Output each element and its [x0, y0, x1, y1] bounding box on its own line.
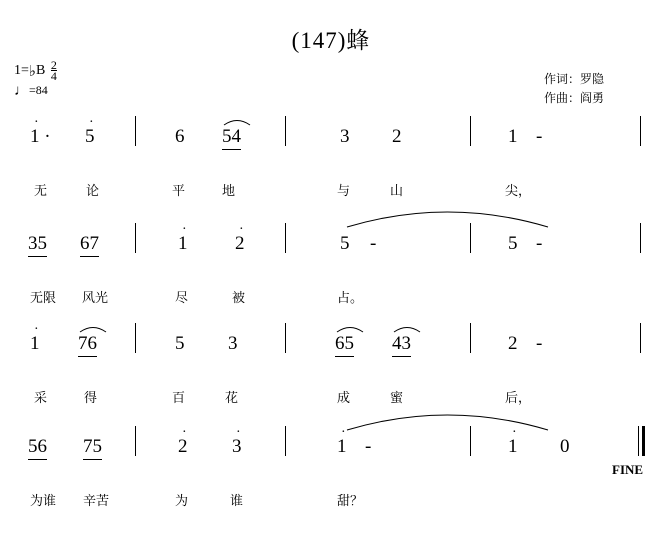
note: 43 — [392, 333, 411, 357]
note: 2 — [508, 333, 518, 354]
lyric-syllable: 为谁 — [30, 493, 57, 508]
note: 5 — [175, 333, 185, 354]
tempo-marking — [14, 82, 48, 99]
lyric-syllable: 论 — [86, 183, 100, 198]
lyric-syllable: 尖， — [505, 183, 532, 198]
octave-dot: · — [34, 322, 39, 337]
meter-denominator: 4 — [50, 69, 57, 84]
slur-arc — [345, 203, 550, 229]
staff-system — [0, 425, 662, 508]
note-row — [0, 425, 662, 472]
note: 1 — [508, 436, 518, 457]
barline — [470, 323, 471, 353]
octave-dot: · — [182, 222, 187, 237]
lyric-syllable: 被 — [232, 290, 246, 305]
note: 5 — [508, 233, 518, 254]
barline — [640, 116, 641, 146]
barline — [285, 223, 286, 253]
note: - — [536, 333, 543, 354]
note: 1 — [30, 333, 40, 354]
lyric-syllable: 山 — [390, 183, 404, 198]
time-signature — [50, 58, 57, 84]
note: 0 — [560, 436, 570, 457]
note: 54 — [222, 126, 241, 150]
composer: 作曲：阎勇 — [543, 91, 604, 105]
octave-dot: · — [89, 115, 94, 130]
note: 3 — [340, 126, 350, 147]
note: 3 — [232, 436, 242, 457]
lyric-syllable: 得 — [84, 390, 98, 405]
lyric-syllable: 花 — [225, 390, 239, 405]
lyric-syllable: 地 — [222, 183, 236, 198]
staff-system — [0, 222, 662, 305]
note-row — [0, 322, 662, 369]
lyric-syllable: 甜？ — [337, 493, 364, 508]
quarter-note-icon: ♩ — [14, 83, 29, 99]
key-signature — [14, 58, 57, 99]
note: 75 — [83, 436, 102, 460]
note: 65 — [335, 333, 354, 357]
barline — [135, 426, 136, 456]
note: 2 — [392, 126, 402, 147]
barline — [135, 116, 136, 146]
lyric-syllable: 尽 — [175, 290, 189, 305]
tie-arc — [393, 323, 421, 333]
lyric-syllable: 百 — [172, 390, 186, 405]
staff-system — [0, 322, 662, 405]
octave-dot: · — [34, 115, 39, 130]
lyric-row — [0, 287, 662, 309]
fine-marking: FINE — [612, 462, 644, 477]
barline — [285, 426, 286, 456]
note: 2 — [235, 233, 245, 254]
lyric-syllable: 为 — [175, 493, 189, 508]
key-prefix: 1= — [14, 63, 29, 78]
note: 3 — [228, 333, 238, 354]
slur-arc — [345, 406, 550, 432]
lyric-syllable: 无限 — [30, 290, 57, 305]
note: - — [536, 233, 543, 254]
lyric-syllable: 平 — [172, 183, 186, 198]
lyric-syllable: 风光 — [82, 290, 109, 305]
note: 76 — [78, 333, 97, 357]
note: 1 — [508, 126, 518, 147]
note: 5 — [85, 126, 95, 147]
lyric-row — [0, 180, 662, 202]
lyric-row — [0, 490, 662, 512]
lyric-syllable: 采 — [34, 390, 48, 405]
note: 67 — [80, 233, 99, 257]
barline — [285, 323, 286, 353]
lyric-syllable: 无 — [34, 183, 48, 198]
lyric-syllable: 后， — [505, 390, 532, 405]
barline — [285, 116, 286, 146]
lyric-row — [0, 387, 662, 409]
note: - — [536, 126, 543, 147]
note: 56 — [28, 436, 47, 460]
note: 1 — [337, 436, 347, 457]
note-row — [0, 115, 662, 162]
lyricist: 作词：罗隐 — [543, 72, 604, 86]
tie-arc — [223, 116, 251, 126]
note: 5 — [340, 233, 350, 254]
lyric-syllable: 谁 — [230, 493, 244, 508]
note: 2 — [178, 436, 188, 457]
flat-icon: ♭ — [28, 64, 36, 80]
lyric-syllable: 辛苦 — [83, 493, 110, 508]
lyric-syllable: 与 — [337, 183, 351, 198]
barline — [470, 116, 471, 146]
barline — [135, 223, 136, 253]
note-row — [0, 222, 662, 269]
barline — [135, 323, 136, 353]
lyric-syllable: 蜜 — [390, 390, 404, 405]
staff-system — [0, 115, 662, 198]
barline — [640, 223, 641, 253]
tie-arc — [79, 323, 107, 333]
note: 6 — [175, 126, 185, 147]
note: - — [370, 233, 377, 254]
octave-dot: · — [239, 222, 244, 237]
note: - — [365, 436, 372, 457]
lyric-syllable: 成 — [337, 390, 351, 405]
octave-dot: · — [512, 425, 517, 440]
lyric-syllable: 占。 — [337, 290, 364, 305]
note: 35 — [28, 233, 47, 257]
page-title: (147)蜂 — [291, 28, 371, 53]
key-letter: B — [35, 63, 46, 78]
octave-dot: · — [341, 425, 346, 440]
tie-arc — [336, 323, 364, 333]
credits — [544, 70, 604, 108]
note: 1 · — [30, 126, 51, 147]
meter-numerator: 2 — [50, 58, 57, 73]
octave-dot: · — [236, 425, 241, 440]
tempo-value: =84 — [29, 83, 48, 97]
note: 1 — [178, 233, 188, 254]
octave-dot: · — [182, 425, 187, 440]
barline — [640, 323, 641, 353]
